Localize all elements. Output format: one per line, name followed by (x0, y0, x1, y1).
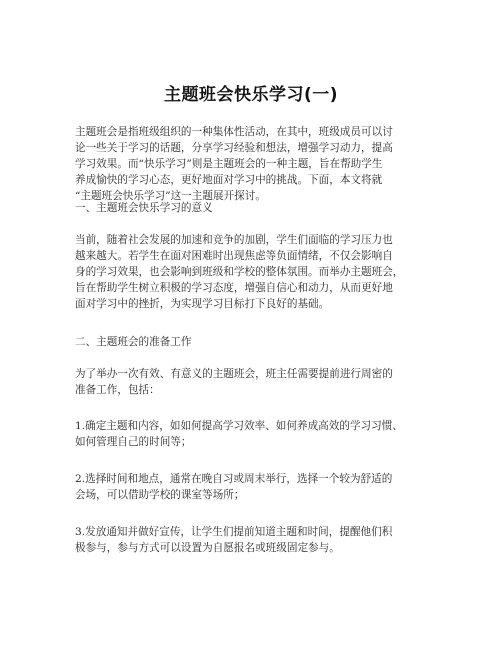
list-item-line: 3.发放通知并做好宣传，让学生们提前知道主题和时间，提醒他们积 (75, 526, 393, 538)
section-2-heading (75, 334, 435, 350)
intro-line: 养成愉快的学习心态，更好地面对学习中的挑战。下面，本文将就 (75, 174, 383, 186)
paragraph-line: 面对学习中的挫折，为实现学习目标打下良好的基础。 (75, 298, 330, 310)
paragraph-line: 身的学习效果，也会影响到班级和学校的整体氛围。而举办主题班会， (75, 266, 404, 278)
paragraph-line: 旨在帮助学生树立积极的学习态度，增强自信心和动力，从而更好地 (75, 282, 393, 294)
section-2-intro (75, 366, 435, 398)
list-item-line: 1.确定主题和内容，如如何提高学习效率、如何养成高效的学习习惯、 (75, 420, 403, 432)
paragraph-line: 为了举办一次有效、有意义的主题班会，班主任需要提前进行周密的 (75, 368, 393, 380)
paragraph-line: 越来越大。若学生在面对困难时出现焦虑等负面情绪，不仅会影响自 (75, 250, 393, 262)
list-item-line: 极参与，参与方式可以设置为自愿报名或班级固定参与。 (75, 542, 340, 554)
list-item-line: 2.选择时间和地点，通常在晚自习或周末举行，选择一个较为舒适的 (75, 473, 393, 485)
section-heading-text: 二、主题班会的准备工作 (75, 336, 192, 348)
intro-line: 学习效果。而“快乐学习”则是主题班会的一种主题，旨在帮助学生 (75, 158, 383, 170)
intro-paragraph (75, 124, 435, 204)
paragraph-line: 当前，随着社会发展的加速和竞争的加剧，学生们面临的学习压力也 (75, 234, 393, 246)
list-item-line: 会场，可以借助学校的课室等场所； (75, 489, 245, 501)
section-heading-text: 一、主题班会快乐学习的意义 (75, 202, 213, 214)
section-1-heading (75, 200, 435, 216)
intro-line: “主题班会快乐学习”这一主题展开探讨。 (75, 190, 266, 202)
paragraph-line: 准备工作，包括： (75, 384, 160, 396)
intro-line: 论一些关于学习的话题，分享学习经验和想法，增强学习动力，提高 (75, 142, 393, 154)
document-title: 主题班会快乐学习(一) (163, 85, 339, 105)
intro-line: 主题班会是指班级组织的一种集体性活动，在其中，班级成员可以讨 (75, 126, 393, 138)
list-item-1 (75, 418, 435, 450)
section-1-paragraph (75, 232, 435, 312)
list-item-3 (75, 524, 435, 556)
list-item-line: 如何管理自己的时间等； (75, 436, 192, 448)
list-item-2 (75, 471, 435, 503)
